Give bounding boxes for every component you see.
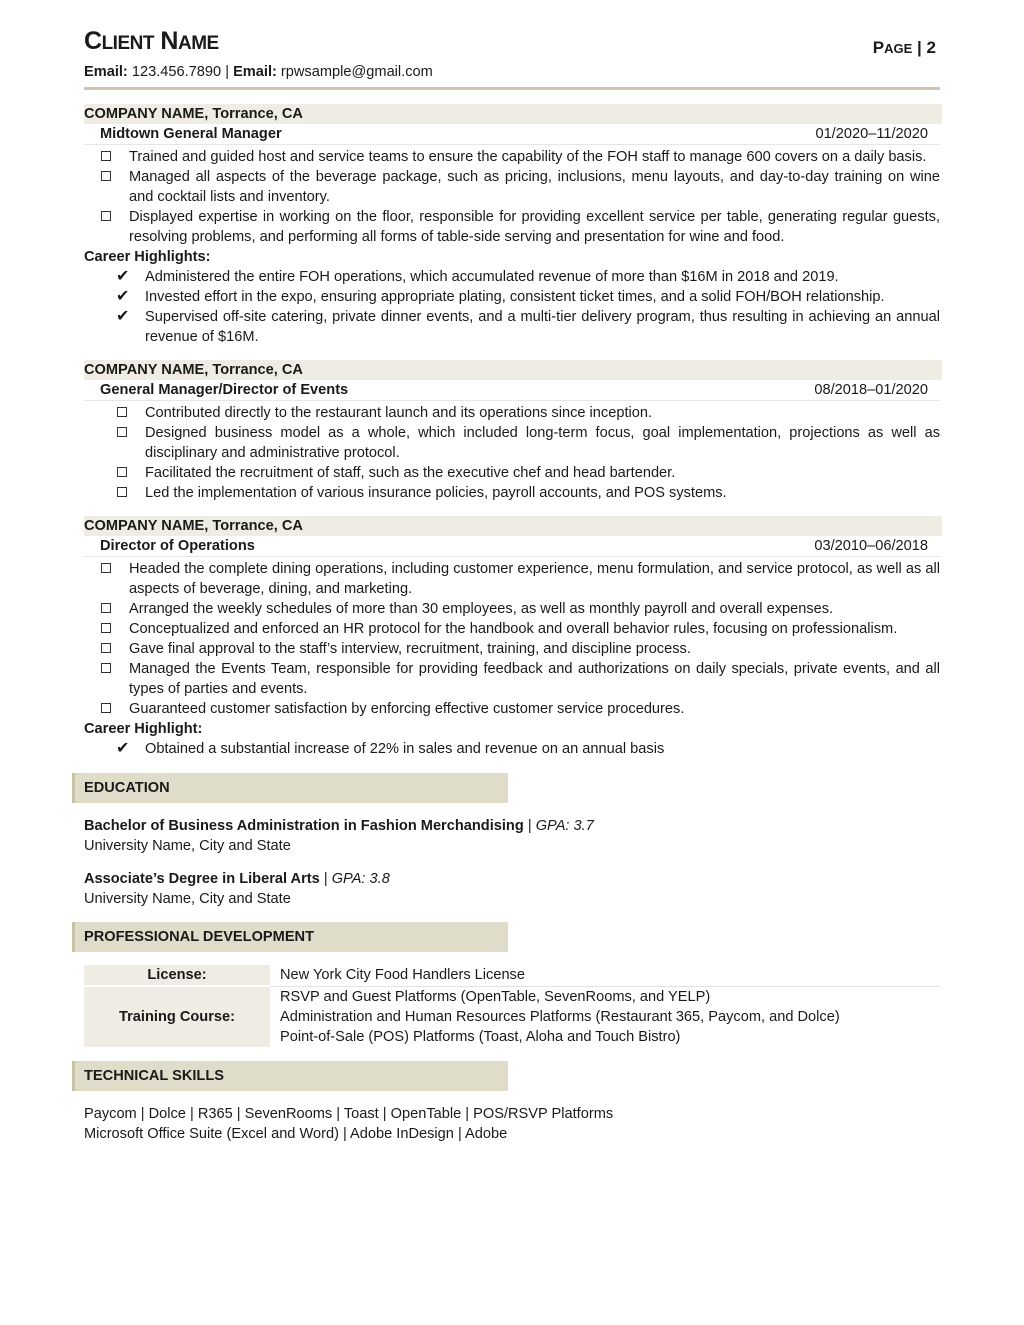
resume-page [84,27,940,1144]
list-item: Headed the complete dining operations, including customer experience, menu formulation, and service protocol, as well as all aspects of beverage, dining, and marketing. [84,559,940,599]
career-highlights-title: Career Highlights: [84,249,211,265]
checkbox-icon [101,623,111,633]
training-label: Training Course: [84,986,270,1047]
job-bullets [84,147,940,247]
job-title-row [84,536,940,557]
career-highlights [84,267,940,347]
list-item: Displayed expertise in working on the floor, responsible for providing excellent service per table, generating regular guests, resolving problems, and performing all forms of table-side serving and presentation for wine and food. [84,207,940,247]
client-name: CLIENT NAME [84,27,219,55]
license-value: New York City Food Handlers License [270,965,940,986]
checkbox-icon [101,211,111,221]
list-item: ✔ Administered the entire FOH operations, which accumulated revenue of more than $16M in 2018 and 2019. [116,268,839,285]
checkbox-icon [101,603,111,613]
list-item: ✔ Obtained a substantial increase of 22% in sales and revenue on an annual basis [116,740,665,757]
checkmark-icon: ✔ [116,268,130,285]
table-row [84,965,940,986]
education-heading: EDUCATION [72,773,508,803]
checkbox-icon [101,663,111,673]
checkmark-icon: ✔ [116,740,130,757]
list-item: ✔ Invested effort in the expo, ensuring appropriate plating, consistent ticket times, and a solid FOH/BOH relationship. [116,288,885,305]
education-item: Associate’s Degree in Liberal Arts | GPA: 3.8 University Name, City and State [84,869,940,909]
company-heading: COMPANY NAME, Torrance, CA [84,516,942,536]
gpa: GPA: 3.8 [331,871,390,887]
checkbox-icon [117,407,127,417]
contact-line: Email: 123.456.7890 | Email: rpwsample@gmail.com [84,64,433,80]
technical-skills-heading: TECHNICAL SKILLS [72,1061,508,1091]
email-address: rpwsample@gmail.com [280,64,433,80]
job-title-row [84,124,940,145]
training-values: RSVP and Guest Platforms (OpenTable, SevenRooms, and YELP) Administration and Human Resources Platforms (Restaurant 365, Paycom, and Dolce) Point-of-Sale (POS) Platforms (Toast, Aloha and Touch Bistro) [280,988,840,1045]
list-item: Guaranteed customer satisfaction by enforcing effective customer service procedures. [84,699,940,719]
job-dates: 01/2020–11/2020 [815,126,928,142]
professional-development-table [84,965,940,1047]
list-item: Facilitated the recruitment of staff, such as the executive chef and head bartender. [84,463,940,483]
school-name: University Name, City and State [84,891,291,907]
job-bullets [84,559,940,719]
list-item: Gave final approval to the staff’s interview, recruitment, training, and discipline process. [84,639,940,659]
degree-name: Associate’s Degree in Liberal Arts [84,871,320,887]
checkbox-icon [117,467,127,477]
job-dates: 03/2010–06/2018 [814,538,928,554]
list-item: Trained and guided host and service teams to ensure the capability of the FOH staff to manage 600 covers on a daily basis. [84,147,940,167]
checkbox-icon [117,427,127,437]
education-item: Bachelor of Business Administration in Fashion Merchandising | GPA: 3.7 University Name, City and State [84,816,940,856]
list-item: Arranged the weekly schedules of more than 30 employees, as well as monthly payroll and overall expenses. [84,599,940,619]
list-item: ✔ Supervised off-site catering, private dinner events, and a multi-tier delivery program, thus resulting in achieving an annual revenue of $16M. [116,308,940,345]
degree-name: Bachelor of Business Administration in Fashion Merchandising [84,818,524,834]
resume-header [84,27,940,58]
checkbox-icon [101,171,111,181]
checkbox-icon [101,563,111,573]
gpa: GPA: 3.7 [535,818,594,834]
job-title: General Manager/Director of Events [100,382,349,398]
checkmark-icon: ✔ [116,308,130,325]
table-row [84,986,940,1047]
list-item: Led the implementation of various insurance policies, payroll accounts, and POS systems. [84,483,940,503]
professional-development-heading: PROFESSIONAL DEVELOPMENT [72,922,508,952]
job-title: Midtown General Manager [100,126,282,142]
job-bullets [84,403,940,503]
technical-skills-list: Paycom | Dolce | R365 | SevenRooms | Toast | OpenTable | POS/RSVP Platforms Microsoft Office Suite (Excel and Word) | Adobe InDesign | Adobe [84,1105,614,1142]
checkbox-icon [101,151,111,161]
checkmark-icon: ✔ [116,288,130,305]
list-item: Managed the Events Team, responsible for providing feedback and authorizations on daily specials, private events, and all types of parties and events. [84,659,940,699]
school-name: University Name, City and State [84,838,291,854]
job-title-row [84,380,940,401]
checkbox-icon [101,703,111,713]
phone-number: 123.456.7890 [131,64,222,80]
license-label: License: [84,965,270,986]
header-divider [84,87,940,90]
page-number: PAGE | 2 [872,38,936,57]
list-item: Designed business model as a whole, which included long-term focus, goal implementation, projections as well as disciplinary and administrative protocol. [84,423,940,463]
job-title: Director of Operations [100,538,255,554]
job-dates: 08/2018–01/2020 [814,382,928,398]
career-highlights-title: Career Highlight: [84,721,203,737]
career-highlights [84,739,940,759]
list-item: Contributed directly to the restaurant launch and its operations since inception. [84,403,940,423]
list-item: Conceptualized and enforced an HR protocol for the handbook and overall behavior rules, focusing on professionalism. [84,619,940,639]
list-item: Managed all aspects of the beverage package, such as pricing, inclusions, menu layouts, and day-to-day training on wine and cocktail lists and inventory. [84,167,940,207]
company-heading: COMPANY NAME, Torrance, CA [84,104,942,124]
checkbox-icon [117,487,127,497]
company-heading: COMPANY NAME, Torrance, CA [84,360,942,380]
checkbox-icon [101,643,111,653]
